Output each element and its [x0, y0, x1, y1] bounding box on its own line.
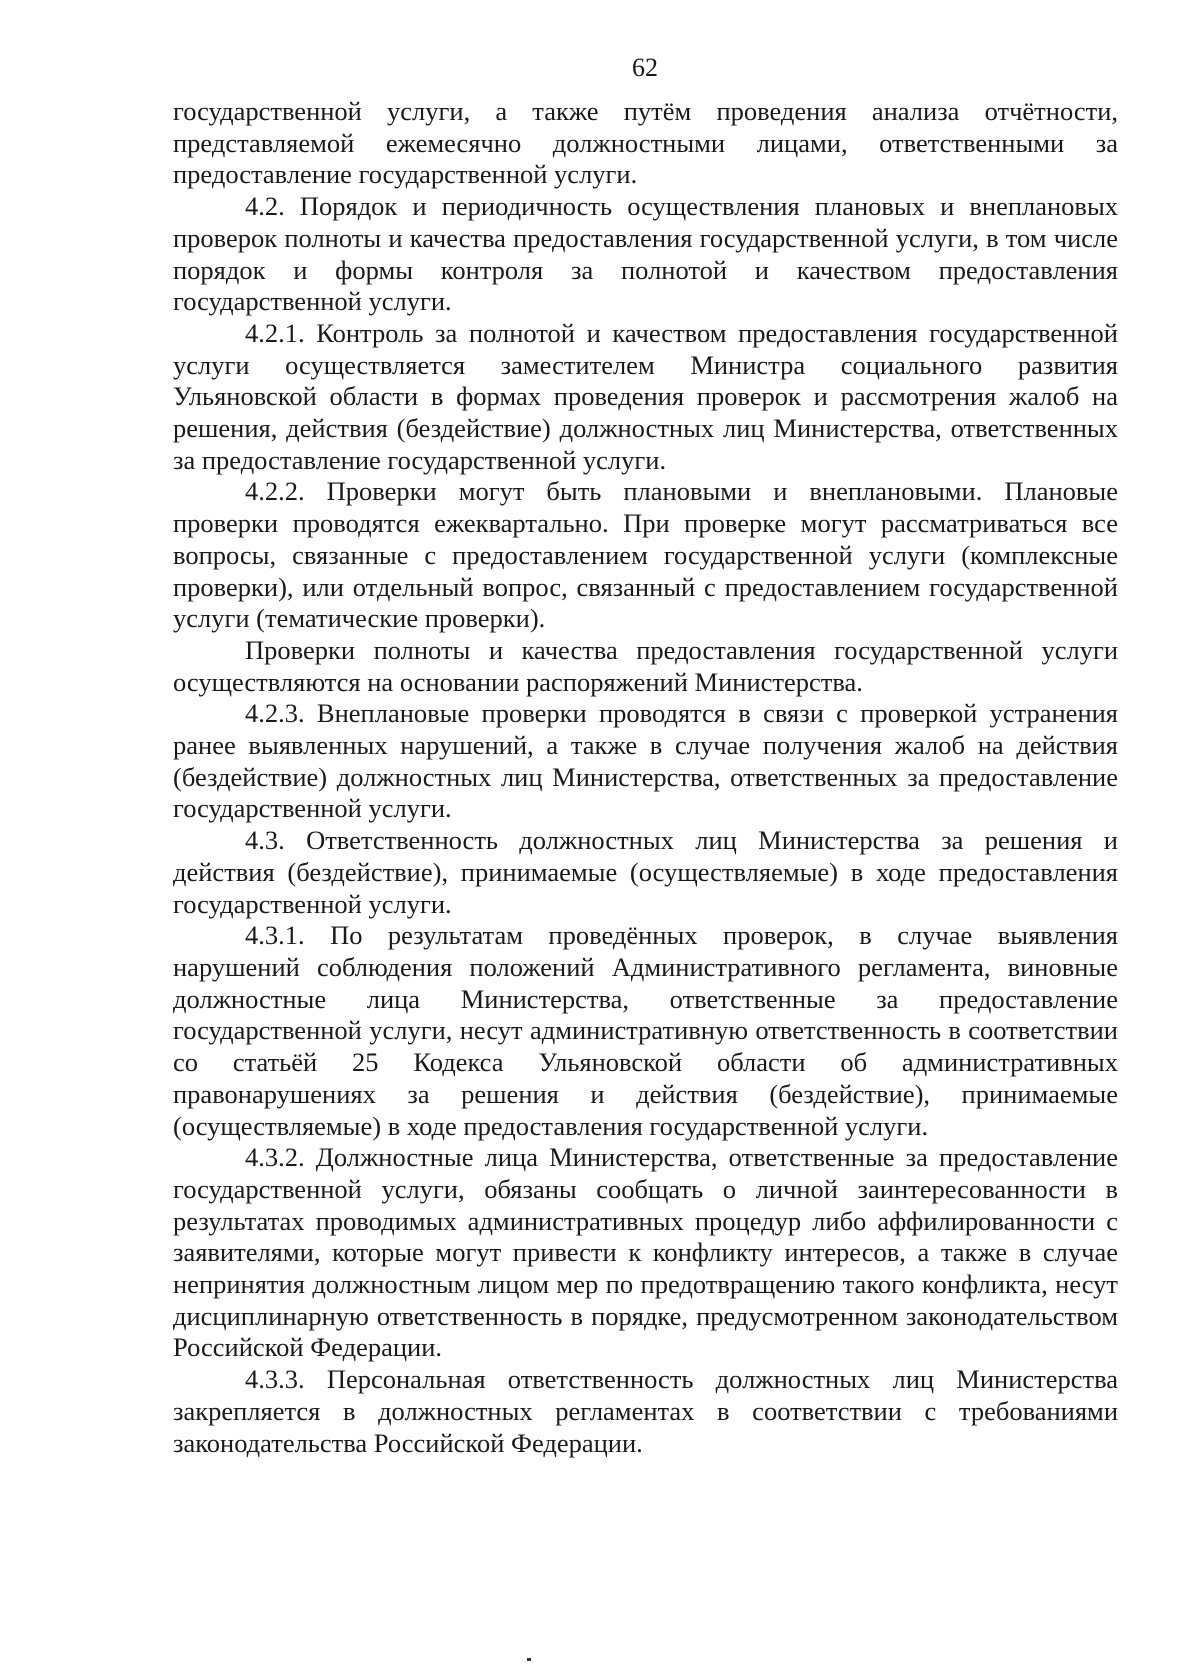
paragraph-4-2-1: 4.2.1. Контроль за полнотой и качеством предоставления государственной услуги осуществляется заместителем Министра социального развития Ульяновской области в формах проведения проверок и рассмотрения жалоб на решения, действия (бездействие) должностных лиц Министерства, ответственных за предоставление государственной услуги. — [173, 317, 1118, 475]
paragraph-4-3-2: 4.3.2. Должностные лица Министерства, ответственные за предоставление государственной услуги, обязаны сообщать о личной заинтересованности в результатах проводимых административных процедур либо аффилированности с заявителями, которые могут привести к конфликту интересов, а также в случае непринятия должностным лицом мер по предотвращению такого конфликта, несут дисциплинарную ответственность в порядке, предусмотренном законодательством Российской Федерации. — [173, 1142, 1118, 1363]
paragraph-4-3: 4.3. Ответственность должностных лиц Министерства за решения и действия (бездействие), принимаемые (осуществляемые) в ходе предоставления государственной услуги. — [173, 825, 1118, 919]
scan-mark — [527, 1658, 531, 1661]
paragraph-4-3-3: 4.3.3. Персональная ответственность должностных лиц Министерства закрепляется в должностных регламентах в соответствии с требованиями законодательства Российской Федерации. — [173, 1364, 1118, 1458]
document-body — [173, 96, 1118, 1459]
paragraph-4-3-1: 4.3.1. По результатам проведённых проверок, в случае выявления нарушений соблюдения положений Административного регламента, виновные должностные лица Министерства, ответственные за предоставление государственной услуги, несут административную ответственность в соответствии со статьёй 25 Кодекса Ульяновской области об административных правонарушениях за решения и действия (бездействие), принимаемые (осуществляемые) в ходе предоставления государственной услуги. — [173, 920, 1118, 1141]
paragraph-inspections-basis: Проверки полноты и качества предоставления государственной услуги осуществляются на основании распоряжений Министерства. — [173, 634, 1118, 697]
paragraph-4-2-2: 4.2.2. Проверки могут быть плановыми и внеплановыми. Плановые проверки проводятся ежеквартально. При проверке могут рассматриваться все вопросы, связанные с предоставлением государственной услуги (комплексные проверки), или отдельный вопрос, связанный с предоставлением государственной услуги (тематические проверки). — [173, 476, 1118, 634]
paragraph-4-2: 4.2. Порядок и периодичность осуществления плановых и внеплановых проверок полноты и качества предоставления государственной услуги, в том числе порядок и формы контроля за полнотой и качеством предоставления государственной услуги. — [173, 191, 1118, 317]
paragraph-continuation: государственной услуги, а также путём проведения анализа отчётности, представляемой ежемесячно должностными лицами, ответственными за предоставление государственной услуги. — [173, 96, 1118, 190]
page-number: 62 — [632, 53, 658, 82]
paragraph-4-2-3: 4.2.3. Внеплановые проверки проводятся в связи с проверкой устранения ранее выявленных нарушений, а также в случае получения жалоб на действия (бездействие) должностных лиц Министерства, ответственных за предоставление государственной услуги. — [173, 698, 1118, 824]
